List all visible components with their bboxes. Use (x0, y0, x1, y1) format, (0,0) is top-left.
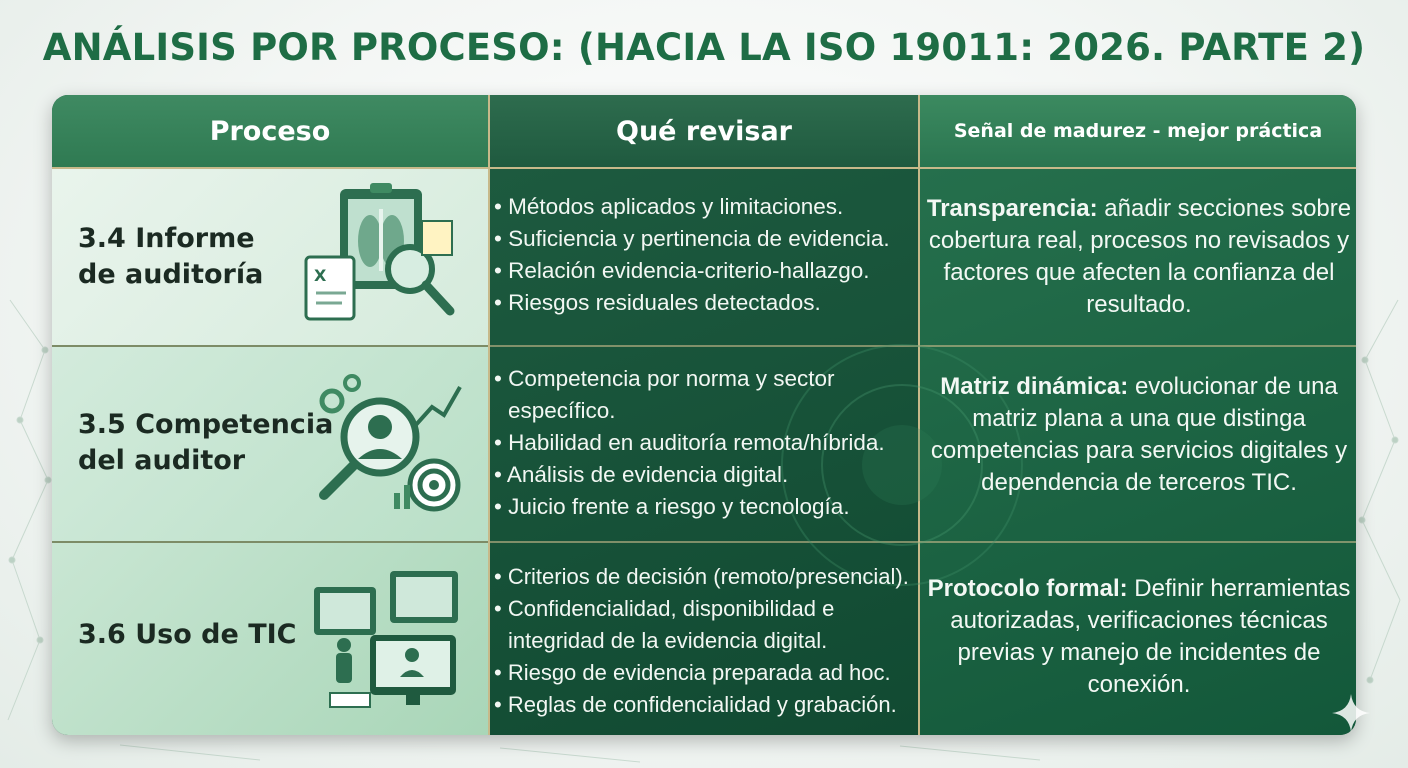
auditor-magnifier-target-icon (314, 367, 464, 517)
list-item: • Suficiencia y pertinencia de evidencia. (494, 226, 890, 251)
list-item: • Análisis de evidencia digital. (494, 462, 789, 487)
sparkle-icon (1330, 692, 1372, 734)
list-item: • Habilidad en auditoría remota/híbrida. (494, 430, 885, 455)
header-review: Qué revisar (490, 95, 918, 167)
list-item: • Métodos aplicados y limitaciones. (494, 194, 844, 219)
list-item: integridad de la evidencia digital. (508, 628, 828, 653)
row-1-review-list (494, 191, 920, 319)
list-item: • Relación evidencia-criterio-hallazgo. (494, 258, 870, 283)
list-item: • Confidencialidad, disponibilidad e (494, 596, 835, 621)
list-item: • Riesgos residuales detectados. (494, 290, 821, 315)
row-2-process-name: 3.5 Competencia del auditor (78, 409, 334, 476)
row-3-maturity-signal: Protocolo formal: Definir herramientas autorizadas, verificaciones técnicas previas y manejo de incidentes de conexión. (927, 575, 1351, 698)
list-item: • Criterios de decisión (remoto/presencial). (494, 564, 909, 589)
list-item: específico. (508, 398, 616, 423)
list-item: • Riesgo de evidencia preparada ad hoc. (494, 660, 891, 685)
list-item: • Competencia por norma y sector (494, 366, 835, 391)
row-divider (52, 541, 1356, 543)
header-process: Proceso (52, 95, 488, 167)
row-3-process-name: 3.6 Uso de TIC (78, 619, 297, 650)
row-divider (52, 345, 1356, 347)
list-item: • Juicio frente a riesgo y tecnología. (494, 494, 850, 519)
svg-text:X: X (314, 266, 327, 285)
remote-meeting-screens-icon (310, 565, 465, 715)
header-maturity: Señal de madurez - mejor práctica (920, 95, 1356, 167)
column-divider (488, 95, 490, 735)
row-3-review-list (494, 561, 920, 721)
process-table (52, 95, 1356, 735)
row-1-maturity-signal: Transparencia: añadir secciones sobre cobertura real, procesos no revisados y factores que afecten la confianza del resultado. (926, 195, 1352, 318)
list-item: • Reglas de confidencialidad y grabación. (494, 692, 897, 717)
row-divider (52, 167, 1356, 169)
row-1-process-name: 3.4 Informe de auditoría (78, 223, 264, 290)
row-2-maturity-signal: Matriz dinámica: evolucionar de una matriz plana a una que distinga competencias para servicios digitales y dependencia de terceros TIC. (930, 373, 1348, 496)
chest-xray-report-magnifier-icon (302, 181, 462, 331)
page-title: ANÁLISIS POR PROCESO: (HACIA LA ISO 19011: 2026. PARTE 2) (42, 26, 1366, 69)
row-2-review-list (494, 363, 920, 523)
